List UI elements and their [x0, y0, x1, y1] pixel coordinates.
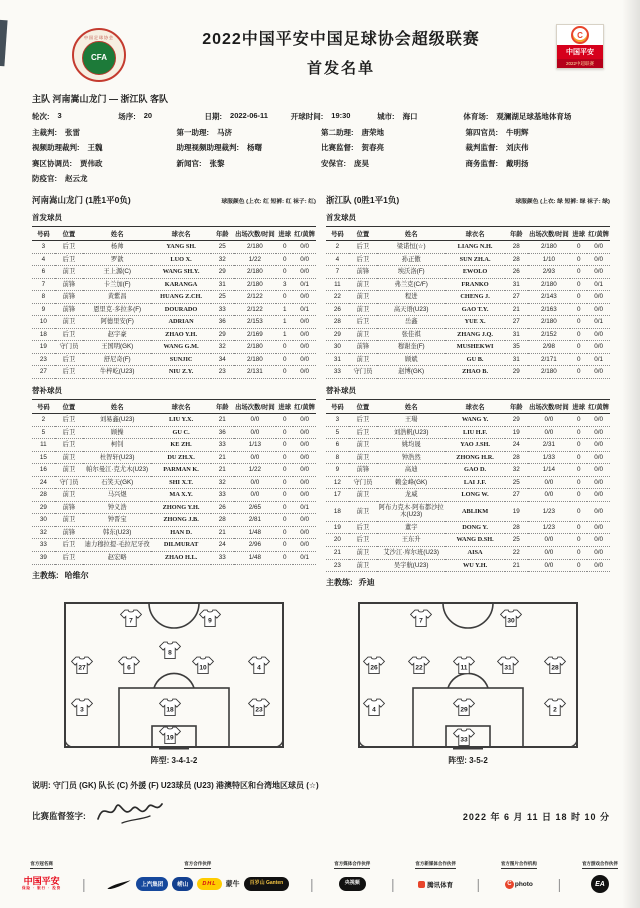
- page-title: 2022中国平安中国足球协会超级联赛: [202, 31, 480, 48]
- signed-datetime: 2022 年 6 月 11 日 18 时 10 分: [462, 811, 610, 822]
- match-info-field: 第一助理: 马济: [176, 127, 232, 137]
- sponsor-group-newmedia: [415, 861, 456, 894]
- csl-badge-line2: 2022中超联赛: [557, 59, 603, 68]
- cctv-video-logo: 央视频: [339, 877, 366, 891]
- svg-text:29: 29: [459, 706, 468, 714]
- player-row: 4 后卫 罗歆 LUO X. 32 1/22 0 0/0: [32, 253, 316, 266]
- player-row: 11 前卫 弗兰克(C/F) FRANKO 31 2/180 0 0/1: [326, 278, 610, 291]
- svg-text:7: 7: [129, 617, 134, 625]
- sponsor-label: 官方媒体合作伙伴: [334, 861, 370, 869]
- player-shirt: [118, 656, 140, 675]
- tencent-icon: [418, 881, 425, 888]
- player-shirt: [159, 641, 181, 660]
- svg-text:10: 10: [199, 664, 207, 672]
- sponsor-group-media: [334, 861, 370, 894]
- column-header: 红/黄牌: [587, 227, 610, 241]
- column-header: 出场次数/时间: [234, 227, 277, 241]
- svg-text:31: 31: [504, 664, 512, 672]
- away-coach-name: 乔迪: [358, 578, 375, 588]
- player-row: 8 前锋 黄紫昌 HUANG Z.CH. 25 2/122 0 0/0: [32, 291, 316, 304]
- match-info-field: 开球时间: 19:30: [290, 111, 351, 121]
- player-row: 10 前卫 阿德里安(F) ADRIAN 36 2/153 1 0/0: [32, 316, 316, 329]
- player-row: 33 守门员 赵博(GK) ZHAO B. 29 2/180 0 0/0: [326, 366, 610, 379]
- abbreviation-legend: 说明: 守门员 (GK) 队长 (C) 外援 (F) U23球员 (U23) 港澳特区和台湾地区球员 (☆): [32, 781, 319, 791]
- svg-text:26: 26: [370, 664, 378, 672]
- player-row: 22 前卫 程进 CHENG J. 27 2/143 0 0/0: [326, 291, 610, 304]
- away-team-name: 浙江队 (0胜1平1负): [326, 195, 400, 205]
- svg-text:11: 11: [460, 664, 467, 672]
- cfa-logo: [72, 28, 126, 82]
- player-row: 6 前卫 姚均晟 YAO J.SH. 24 2/31 0 0/0: [326, 439, 610, 452]
- away-starters-table: [326, 226, 610, 379]
- svg-text:27: 27: [78, 664, 86, 672]
- player-shirt: [453, 728, 475, 747]
- away-subs-label: 替补球员: [326, 386, 356, 396]
- divider: |: [557, 876, 562, 892]
- column-header: 位置: [55, 227, 83, 241]
- player-row: 28 后卫 岳鑫 YUE X. 27 2/180 0 0/1: [326, 316, 610, 329]
- rosters: [32, 194, 610, 588]
- player-shirt: [71, 698, 93, 717]
- away-formation: [356, 600, 580, 766]
- player-row: 8 前卫 钟浩然 ZHONG H.R. 28 1/33 0 0/0: [326, 451, 610, 464]
- saic-logo: 上汽集团: [136, 877, 168, 891]
- player-shirt: [408, 656, 430, 675]
- player-row: 12 守门员 赖金峰(GK) LAI J.F. 25 0/0 0 0/0: [326, 476, 610, 489]
- home-team-name: 河南嵩山龙门 (1胜1平0负): [32, 195, 131, 205]
- svg-text:18: 18: [165, 706, 174, 714]
- match-info-field: 视频助理裁判: 王魏: [32, 143, 103, 152]
- divider: |: [309, 876, 314, 892]
- player-row: 3 后卫 杨帅 YANG SH. 25 2/180 0 0/0: [32, 241, 316, 254]
- coach-label: 主教练:: [32, 570, 59, 580]
- player-row: 33 后卫 迪力穆拉提·毛拉尼牙孜 DILMURAT 24 2/96 0 0/0: [32, 539, 316, 552]
- home-subs-label: 替补球员: [32, 386, 62, 396]
- player-row: 39 后卫 赵宏略 ZHAO H.L. 33 1/48 0 0/1: [32, 552, 316, 565]
- home-starters-table: [32, 226, 316, 379]
- coach-label: 主教练:: [326, 578, 353, 588]
- player-row: 4 后卫 孙正傲 SUN ZH.A. 28 1/10 0 0/0: [326, 253, 610, 266]
- column-header: 姓名: [83, 400, 151, 414]
- away-kit-colors: 球服颜色 (上衣: 绿 短裤: 绿 袜子: 绿): [515, 199, 610, 205]
- column-header: 姓名: [377, 400, 445, 414]
- pingan-logo: 中国平安 保险 · 银行 · 投资: [22, 876, 62, 891]
- player-shirt: [453, 656, 475, 675]
- player-row: 18 后卫 赵宇豪 ZHAO Y.H. 29 2/169 1 0/0: [32, 328, 316, 341]
- player-shirt: [192, 656, 214, 675]
- sponsor-group-title: [22, 861, 61, 894]
- player-row: 28 前卫 马兴煜 MA X.Y. 33 0/0 0 0/0: [32, 489, 316, 502]
- icphoto-logo: C photo: [505, 880, 533, 889]
- home-kit-colors: 球服颜色 (上衣: 红 短裤: 红 袜子: 红): [221, 199, 316, 205]
- column-header: 进球: [570, 400, 587, 414]
- dhl-logo: DHL: [197, 878, 221, 890]
- csl-ball-icon: C: [571, 26, 589, 44]
- player-row: 27 后卫 牛梓屹(U23) NIU Z.Y. 23 2/131 0 0/0: [32, 366, 316, 379]
- player-shirt: [497, 656, 519, 675]
- svg-text:9: 9: [207, 617, 212, 625]
- signature-row: [32, 805, 610, 827]
- away-coach: [326, 577, 610, 588]
- sponsor-group-photo: [501, 861, 537, 894]
- player-shirt: [248, 656, 270, 675]
- column-header: 球衣名: [445, 227, 505, 241]
- column-header: 出场次数/时间: [528, 227, 571, 241]
- player-row: 32 前锋 韩东(U23) HAN D. 21 1/48 0 0/0: [32, 526, 316, 539]
- column-header: 年龄: [505, 400, 528, 414]
- away-pitch-diagram: [356, 600, 580, 750]
- player-row: 7 前锋 埃沃洛(F) EWOLO 26 2/93 0 0/0: [326, 266, 610, 279]
- column-header: 号码: [326, 400, 349, 414]
- svg-text:4: 4: [372, 706, 376, 714]
- column-header: 进球: [570, 227, 587, 241]
- csl-badge-line1: 中国平安: [557, 45, 603, 59]
- svg-text:23: 23: [255, 706, 263, 714]
- player-row: 2 后卫 刘易鑫(U23) LIU Y.X. 21 0/0 0 0/0: [32, 414, 316, 427]
- player-shirt: [159, 698, 181, 717]
- svg-text:33: 33: [459, 736, 468, 744]
- divider: |: [81, 876, 86, 892]
- match-info-field: 商务监督: 戴明扬: [465, 158, 529, 168]
- svg-text:19: 19: [165, 734, 174, 742]
- column-header: 年龄: [211, 400, 234, 414]
- column-header: 球衣名: [151, 400, 211, 414]
- match-info-field: 体育场: 观澜湖足球基地体育场: [463, 112, 572, 121]
- svg-text:6: 6: [127, 664, 132, 672]
- svg-text:28: 28: [551, 664, 560, 672]
- match-info-field: 赛区协调员: 贾伟政: [32, 158, 103, 168]
- player-shirt: [159, 726, 181, 745]
- player-row: 23 前卫 吴宇航(U23) WU Y.H. 21 0/0 0 0/0: [326, 559, 610, 572]
- player-shirt: [544, 656, 566, 675]
- sponsor-group-partners: [106, 861, 289, 894]
- column-header: 球衣名: [151, 227, 211, 241]
- player-shirt: [248, 698, 270, 717]
- away-starters-label: 首发球员: [326, 213, 356, 222]
- svg-text:30: 30: [506, 617, 515, 625]
- sponsor-label: 官方冠名商: [30, 861, 53, 869]
- column-header: 出场次数/时间: [528, 400, 571, 414]
- home-pitch-diagram: [62, 600, 286, 750]
- away-formation-caption: 阵型: 3-5-2: [448, 756, 488, 766]
- match-info-field: 新闻官: 张黎: [176, 158, 225, 168]
- player-row: 30 前卫 钟晋宝 ZHONG J.B. 28 2/81 0 0/0: [32, 514, 316, 527]
- supervisor-signature: [92, 797, 166, 827]
- column-header: 红/黄牌: [293, 227, 316, 241]
- divider: |: [391, 876, 395, 892]
- ganten-logo: 百岁山 Ganten: [244, 877, 290, 891]
- home-subs-table: [32, 399, 316, 565]
- column-header: 红/黄牌: [293, 400, 316, 414]
- match-officials: [32, 111, 610, 184]
- formation-diagrams: [32, 600, 610, 766]
- player-row: 16 前卫 帕尔曼江·克尤木(U23) PARMAN K. 21 1/22 0 0/0: [32, 464, 316, 477]
- player-row: 29 前卫 张佳祺 ZHANG J.Q. 31 2/152 0 0/0: [326, 328, 610, 341]
- column-header: 位置: [55, 400, 83, 414]
- column-header: 进球: [276, 227, 293, 241]
- player-row: 11 后卫 柯钊 KE ZH. 33 1/13 0 0/0: [32, 439, 316, 452]
- match-info-field: 裁判监督: 刘庆伟: [465, 143, 529, 152]
- away-team-column: [326, 194, 610, 588]
- player-row: 29 前锋 钟义浩 ZHONG Y.H. 26 2/65 0 0/1: [32, 501, 316, 514]
- column-header: 姓名: [377, 227, 445, 241]
- column-header: 号码: [32, 400, 55, 414]
- player-row: 19 后卫 董宇 DONG Y. 28 1/23 0 0/0: [326, 521, 610, 534]
- player-row: 21 前卫 艾沙江·库尔班(U23) AISA 22 0/0 0 0/0: [326, 547, 610, 560]
- match-info-field: 场序: 20: [118, 111, 153, 121]
- sponsor-group-game: [582, 861, 618, 894]
- player-row: 6 前卫 王上源(C) WANG SH.Y. 29 2/180 0 0/0: [32, 266, 316, 279]
- header: [32, 24, 610, 82]
- player-row: 3 后卫 王瑒 WANG Y. 29 0/0 0 0/0: [326, 414, 610, 427]
- home-team-column: [32, 194, 316, 588]
- player-row: 30 前锋 穆谢奎(F) MUSHEKWI 35 2/98 0 0/0: [326, 341, 610, 354]
- match-info-field: 助理视频助理裁判: 杨曙: [176, 143, 262, 152]
- player-row: 2 后卫 梁诺恒(☆) LIANG N.H. 28 2/180 0 0/0: [326, 241, 610, 254]
- icphoto-c-icon: C: [505, 880, 514, 889]
- home-formation-caption: 阵型: 3-4-1-2: [150, 756, 198, 766]
- player-row: 26 前卫 高天语(U23) GAO T.Y. 21 2/163 0 0/0: [326, 303, 610, 316]
- player-row: 23 后卫 舒尼奇(F) SUNJIC 34 2/180 0 0/0: [32, 353, 316, 366]
- matchup-line: 主队 河南嵩山龙门 — 浙江队 客队: [32, 94, 169, 104]
- svg-text:2: 2: [553, 706, 558, 714]
- player-shirt: [500, 609, 522, 628]
- home-coach-name: 哈维尔: [64, 570, 89, 580]
- column-header: 年龄: [211, 227, 234, 241]
- player-row: 18 前卫 阿布力克木·阿布都沙拉木(U23) ABLIKM 19 1/23 0 0/0: [326, 501, 610, 521]
- svg-text:22: 22: [415, 664, 423, 672]
- column-header: 位置: [349, 400, 377, 414]
- column-header: 号码: [32, 227, 55, 241]
- player-row: 31 前卫 顾斌 GU B. 31 2/171 0 0/1: [326, 353, 610, 366]
- player-shirt: [410, 609, 432, 628]
- player-row: 9 前锋 高迪 GAO D. 32 1/14 0 0/0: [326, 464, 610, 477]
- player-shirt: [120, 609, 142, 628]
- match-info-field: 第四官员: 牛明辉: [465, 127, 529, 137]
- sponsor-footer: [22, 861, 618, 894]
- player-shirt: [199, 609, 221, 628]
- svg-text:4: 4: [257, 664, 261, 672]
- player-shirt: [363, 656, 385, 675]
- player-row: 9 前锋 恩里克·多拉多(F) DOURADO 33 2/122 1 0/1: [32, 303, 316, 316]
- divider: |: [476, 876, 481, 892]
- player-row: 19 守门员 王国明(GK) WANG G.M. 32 2/180 0 0/0: [32, 341, 316, 354]
- player-row: 5 后卫 刘浩帆(U23) LIU H.F. 19 0/0 0 0/0: [326, 426, 610, 439]
- match-info-field: 轮次: 3: [32, 111, 62, 121]
- away-subs-table: [326, 399, 610, 572]
- svg-text:8: 8: [167, 649, 172, 657]
- sponsor-label: 官方图片合作机构: [501, 861, 537, 869]
- mengniu-logo: 蒙牛: [225, 881, 240, 888]
- home-coach: [32, 570, 316, 581]
- match-info-field: 安保官: 庞昊: [321, 158, 369, 168]
- player-shirt: [71, 656, 93, 675]
- home-starters-label: 首发球员: [32, 213, 62, 222]
- column-header: 出场次数/时间: [234, 400, 277, 414]
- player-row: 20 后卫 王东升 WANG D.SH. 25 0/0 0 0/0: [326, 534, 610, 547]
- column-header: 进球: [276, 400, 293, 414]
- laoshan-logo: 崂山: [172, 877, 193, 891]
- match-info-field: 主裁判: 张雷: [32, 127, 80, 137]
- column-header: 红/黄牌: [587, 400, 610, 414]
- cfa-emblem: CFA: [82, 41, 116, 75]
- player-shirt: [453, 698, 475, 717]
- column-header: 年龄: [505, 227, 528, 241]
- svg-text:3: 3: [80, 706, 84, 714]
- home-formation: [62, 600, 286, 766]
- cfa-ring-text: 中国足球协会: [84, 34, 114, 40]
- player-row: 7 前锋 卡兰加(F) KARANGA 31 2/180 3 0/1: [32, 278, 316, 291]
- match-info-field: 城市: 海口: [377, 112, 418, 121]
- csl-badge: [556, 24, 604, 69]
- player-row: 15 前卫 杜智轩(U23) DU ZH.X. 21 0/0 0 0/0: [32, 451, 316, 464]
- sponsor-label: 官方合作伙伴: [184, 861, 211, 869]
- sponsor-label: 官方游戏合作伙伴: [582, 861, 618, 869]
- column-header: 姓名: [83, 227, 151, 241]
- match-info-field: 防疫官: 赵云龙: [32, 174, 88, 183]
- title-block: [126, 24, 556, 78]
- player-shirt: [363, 698, 385, 717]
- match-info-field: 比赛监督: 贺春亮: [321, 143, 384, 152]
- player-row: 17 前卫 龙威 LONG W. 27 0/0 0 0/0: [326, 489, 610, 502]
- column-header: 球衣名: [445, 400, 505, 414]
- player-row: 5 后卫 顾操 GU C. 36 0/0 0 0/0: [32, 426, 316, 439]
- tencent-sports-logo: 腾讯体育: [418, 880, 453, 889]
- player-row: 24 守门员 石笑天(GK) SHI X.T. 32 0/0 0 0/0: [32, 476, 316, 489]
- ea-sports-logo: EA: [591, 875, 609, 893]
- signature-label: 比赛监督签字:: [32, 811, 86, 822]
- column-header: 位置: [349, 227, 377, 241]
- player-shirt: [544, 698, 566, 717]
- svg-text:7: 7: [419, 617, 423, 625]
- nike-swoosh-icon: [106, 879, 132, 890]
- page-subtitle: 首发名单: [306, 60, 375, 77]
- sponsor-label: 官方新媒体合作伙伴: [415, 861, 456, 869]
- column-header: 号码: [326, 227, 349, 241]
- match-info-field: 日期: 2022-06-11: [204, 111, 268, 121]
- match-info-field: 第二助理: 唐荣地: [321, 127, 384, 137]
